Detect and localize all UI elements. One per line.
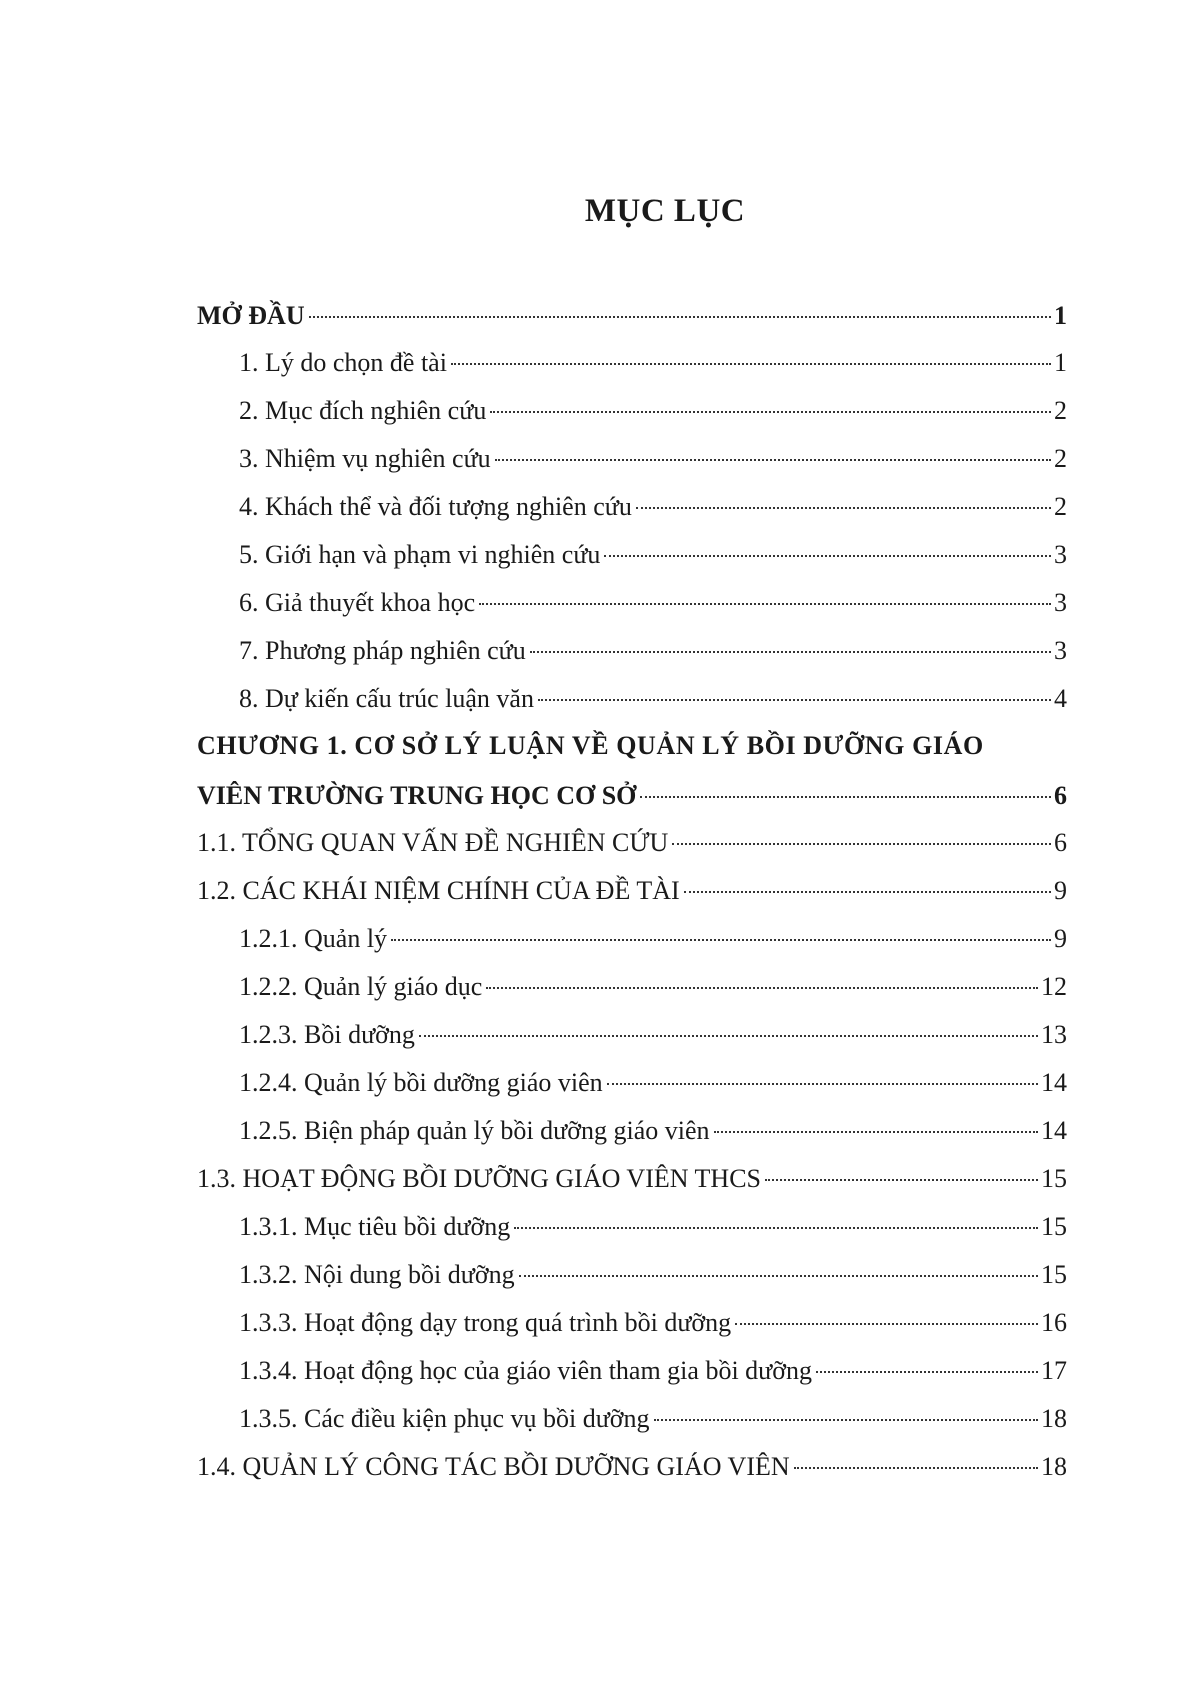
dot-leader <box>654 1419 1038 1421</box>
toc-entry-label: 1.4. QUẢN LÝ CÔNG TÁC BỒI DƯỠNG GIÁO VIÊN <box>197 1452 790 1481</box>
toc-entry-page: 18 <box>1041 1452 1067 1481</box>
toc-entry-label: 6. Giả thuyết khoa học <box>239 588 476 617</box>
toc-entry[interactable] <box>239 1303 1067 1343</box>
toc-entry-label: 1.1. TỔNG QUAN VẤN ĐỀ NGHIÊN CỨU <box>197 828 669 857</box>
toc-entry-label: 8. Dự kiến cấu trúc luận văn <box>239 684 534 713</box>
toc-entry-page: 2 <box>1054 444 1067 473</box>
dot-leader <box>530 651 1051 653</box>
toc-entry-page: 3 <box>1054 540 1067 569</box>
dot-leader <box>672 843 1051 845</box>
toc-entry-label: 1.2.5. Biện pháp quản lý bồi dưỡng giáo viên <box>239 1116 710 1145</box>
toc-entry[interactable] <box>239 535 1067 575</box>
toc-entry-chapter[interactable] <box>197 776 1067 816</box>
toc-entry[interactable] <box>239 1015 1067 1055</box>
dot-leader <box>604 555 1051 557</box>
toc-entry-page: 15 <box>1041 1164 1067 1193</box>
toc-entry[interactable] <box>239 1111 1067 1151</box>
toc-entry[interactable] <box>239 1207 1067 1247</box>
toc-entry[interactable] <box>197 823 1067 863</box>
dot-leader <box>495 459 1051 461</box>
toc-entry[interactable] <box>239 679 1067 719</box>
toc-entry-label: 4. Khách thể và đối tượng nghiên cứu <box>239 492 632 521</box>
toc-entry-label: 7. Phương pháp nghiên cứu <box>239 636 526 665</box>
toc-entry[interactable] <box>239 487 1067 527</box>
toc-entry-label: 1.2.1. Quản lý <box>239 924 388 953</box>
toc-entry[interactable] <box>197 871 1067 911</box>
toc-entry[interactable] <box>197 1447 1067 1487</box>
toc-entry-label: 1.3.2. Nội dung bồi dưỡng <box>239 1260 515 1289</box>
toc-entry[interactable] <box>197 1159 1067 1199</box>
toc-entry[interactable] <box>239 391 1067 431</box>
toc-entry-label: VIÊN TRƯỜNG TRUNG HỌC CƠ SỞ <box>197 781 637 810</box>
toc-entry-page: 15 <box>1041 1212 1067 1241</box>
dot-leader <box>640 796 1051 798</box>
toc-entry-page: 14 <box>1041 1116 1067 1145</box>
chapter-heading-line-1[interactable]: CHƯƠNG 1. CƠ SỞ LÝ LUẬN VỀ QUẢN LÝ BỒI DƯỠNG GIÁO <box>197 731 984 760</box>
dot-leader <box>636 507 1051 509</box>
toc-entry-page: 16 <box>1041 1308 1067 1337</box>
dot-leader <box>765 1179 1038 1181</box>
toc-entry[interactable] <box>239 1351 1067 1391</box>
toc-entry-label: 1.3.5. Các điều kiện phục vụ bồi dưỡng <box>239 1404 650 1433</box>
toc-entry-label: 1.2.2. Quản lý giáo dục <box>239 972 483 1001</box>
toc-entry-page: 4 <box>1054 684 1067 713</box>
toc-entry-label: 1.3.3. Hoạt động dạy trong quá trình bồi dưỡng <box>239 1308 732 1337</box>
dot-leader <box>735 1323 1038 1325</box>
toc-entry-label: 1.2.4. Quản lý bồi dưỡng giáo viên <box>239 1068 603 1097</box>
toc-entry-page: 15 <box>1041 1260 1067 1289</box>
dot-leader <box>607 1083 1038 1085</box>
toc-entry[interactable] <box>239 967 1067 1007</box>
toc-entry-page: 12 <box>1041 972 1067 1001</box>
toc-entry-label: 1.3.4. Hoạt động học của giáo viên tham gia bồi dưỡng <box>239 1356 813 1385</box>
dot-leader <box>486 987 1038 989</box>
toc-entry-label: 5. Giới hạn và phạm vi nghiên cứu <box>239 540 601 569</box>
toc-entry-page: 17 <box>1041 1356 1067 1385</box>
toc-entry[interactable] <box>239 1063 1067 1103</box>
toc-entry-page: 3 <box>1054 588 1067 617</box>
dot-leader <box>490 411 1051 413</box>
toc-entry-page: 1 <box>1054 348 1067 377</box>
toc-entry-label: 1.3.1. Mục tiêu bồi dưỡng <box>239 1212 511 1241</box>
toc-entry-label: MỞ ĐẦU <box>197 301 305 330</box>
toc-entry-page: 9 <box>1054 876 1067 905</box>
dot-leader <box>684 891 1051 893</box>
dot-leader <box>309 316 1051 318</box>
toc-entry[interactable] <box>239 1255 1067 1295</box>
toc-entry-label: 1.2. CÁC KHÁI NIỆM CHÍNH CỦA ĐỀ TÀI <box>197 876 680 905</box>
toc-entry[interactable] <box>239 919 1067 959</box>
dot-leader <box>714 1131 1038 1133</box>
toc-entry-label: 2. Mục đích nghiên cứu <box>239 396 487 425</box>
toc-entry-page: 3 <box>1054 636 1067 665</box>
toc-entry-label: 3. Nhiệm vụ nghiên cứu <box>239 444 491 473</box>
dot-leader <box>419 1035 1038 1037</box>
toc-entry-page: 2 <box>1054 492 1067 521</box>
toc-entry-label: 1. Lý do chọn đề tài <box>239 348 447 377</box>
dot-leader <box>794 1467 1038 1469</box>
toc-entry[interactable] <box>239 343 1067 383</box>
toc-entry-page: 6 <box>1054 828 1067 857</box>
dot-leader <box>391 939 1051 941</box>
toc-entry-page: 14 <box>1041 1068 1067 1097</box>
toc-entry[interactable] <box>239 583 1067 623</box>
dot-leader <box>519 1275 1038 1277</box>
toc-entry[interactable] <box>197 296 1067 336</box>
dot-leader <box>514 1227 1038 1229</box>
toc-entry-page: 13 <box>1041 1020 1067 1049</box>
dot-leader <box>451 363 1051 365</box>
toc-entry-page: 6 <box>1054 781 1067 810</box>
page-title: MỤC LỤC <box>584 193 746 229</box>
toc-entry[interactable] <box>239 439 1067 479</box>
toc-entry-page: 2 <box>1054 396 1067 425</box>
toc-entry[interactable] <box>239 631 1067 671</box>
toc-entry-label: 1.3. HOẠT ĐỘNG BỒI DƯỠNG GIÁO VIÊN THCS <box>197 1164 762 1193</box>
toc-entry[interactable] <box>239 1399 1067 1439</box>
toc-entry-page: 18 <box>1041 1404 1067 1433</box>
dot-leader <box>538 699 1051 701</box>
toc-entry-label: 1.2.3. Bồi dưỡng <box>239 1020 415 1049</box>
dot-leader <box>816 1371 1038 1373</box>
toc-entry-page: 9 <box>1054 924 1067 953</box>
toc-entry-page: 1 <box>1054 301 1067 330</box>
dot-leader <box>479 603 1051 605</box>
